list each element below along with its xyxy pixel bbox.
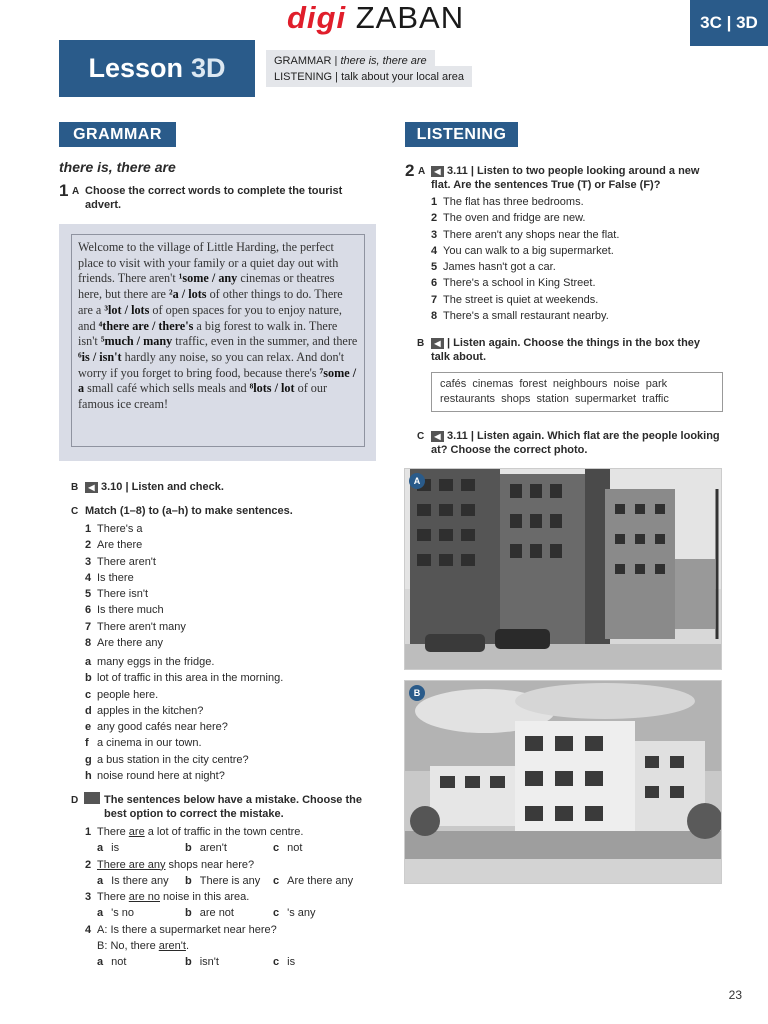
- exercise-1c-letter: C: [71, 506, 79, 517]
- tourist-advert-text: [71, 234, 365, 447]
- advert-text-segment: of other things to do. There are a: [78, 287, 343, 317]
- lesson-word: Lesson: [88, 53, 183, 83]
- exercise-1b-letter: B: [71, 482, 79, 493]
- sentence-ending-number: f: [85, 737, 89, 750]
- answer-option[interactable]: [273, 840, 361, 856]
- photo-b-tag: B: [409, 685, 425, 701]
- option-letter: b: [185, 907, 192, 920]
- subtitle-grammar-label: GRAMMAR: [274, 54, 332, 67]
- sentence-start-text: There aren't: [97, 555, 156, 568]
- correction-item-number: 1: [85, 826, 92, 838]
- answer-choice[interactable]: ⁵much / many: [100, 334, 173, 349]
- true-false-statement-number: 7: [431, 293, 438, 306]
- exercise-2b-text: | Listen again. Choose the things in the box they talk about.: [431, 337, 701, 363]
- underlined-mistake: are no: [128, 891, 160, 904]
- sentence-start-row: [85, 602, 365, 618]
- option-text: is: [287, 956, 296, 969]
- audio-icon[interactable]: ◀: [431, 166, 444, 177]
- sentence-start-row: [85, 586, 365, 602]
- sentence-ending-row: [85, 719, 365, 735]
- true-false-statement-text: The oven and fridge are new.: [443, 212, 586, 225]
- unit-corner-label: 3C | 3D: [690, 0, 768, 46]
- sentence-ending-row: [85, 735, 365, 751]
- exercise-1c-instruction: Match (1–8) to (a–h) to make sentences.: [85, 505, 293, 517]
- sentence-part: There: [97, 826, 129, 838]
- correction-item-line-2: [85, 938, 375, 954]
- true-false-statement-number: 4: [431, 244, 438, 257]
- option-letter: c: [273, 874, 280, 887]
- sentence-start-row: [85, 537, 365, 553]
- sentence-ending-number: g: [85, 753, 92, 766]
- sentence-part: A: Is there a supermarket near here?: [97, 923, 277, 936]
- sentence-start-text: Are there any: [97, 637, 164, 650]
- lesson-title: [59, 40, 255, 97]
- exercise-2c-instruction: [431, 429, 721, 457]
- separator: |: [335, 70, 338, 83]
- option-letter: c: [273, 842, 280, 855]
- sentence-ending-text: any good cafés near here?: [97, 721, 228, 734]
- sentence-part: .: [185, 940, 190, 953]
- sentence-start-number: 7: [85, 620, 92, 633]
- option-letter: b: [185, 874, 192, 887]
- answer-choice[interactable]: ³lot / lots: [104, 302, 150, 317]
- answer-choice[interactable]: ²a / lots: [169, 287, 207, 302]
- answer-choice[interactable]: ⁴there are / there's: [98, 318, 194, 333]
- exercise-2a-instruction: [431, 164, 721, 192]
- sentence-ending-text: apples in the kitchen?: [97, 704, 204, 717]
- sentence-ending-row: [85, 703, 365, 719]
- exercise-2a-letter: A: [418, 166, 426, 177]
- word-box: [431, 372, 723, 412]
- sentence-start-number: 3: [85, 555, 92, 568]
- true-false-statement-row: [431, 227, 721, 243]
- option-letter: b: [185, 956, 192, 969]
- exercise-1d-instruction: The sentences below have a mistake. Choose the best option to correct the mistake.: [104, 794, 362, 820]
- sentence-start-row: [85, 570, 365, 586]
- option-letter: b: [185, 842, 192, 855]
- answer-choice[interactable]: ⁶is / isn't: [78, 349, 122, 364]
- true-false-statement-number: 1: [431, 196, 438, 208]
- exercise-1-number: 1: [59, 181, 69, 200]
- underlined-mistake: are: [128, 826, 145, 838]
- option-text: aren't: [199, 842, 227, 855]
- answer-option[interactable]: [97, 954, 185, 970]
- subtitle-listening: [266, 66, 472, 87]
- sentence-ending-text: many eggs in the fridge.: [97, 656, 215, 668]
- advert-text-segment: cinemas or theatres here, but there are: [78, 271, 335, 302]
- exercise-2c-text: | Listen again. Which flat are the people looking at? Choose the correct photo.: [431, 430, 720, 456]
- sentence-start-number: 2: [85, 539, 92, 552]
- advert-text-segment: traffic, even in the summer, and there: [172, 334, 358, 349]
- true-false-statement-row: [431, 210, 721, 226]
- sentence-start-text: There aren't many: [97, 620, 186, 633]
- correction-item-sentence: [97, 922, 277, 938]
- sentence-start-row: [85, 521, 365, 537]
- sentence-start-text: There's a: [97, 523, 143, 535]
- exercise-1b-instruction: [85, 480, 224, 494]
- answer-option[interactable]: [185, 905, 273, 921]
- photo-a-tag: A: [409, 473, 425, 489]
- option-text: isn't: [199, 956, 219, 969]
- sentence-ending-number: d: [85, 704, 92, 717]
- option-text: 's no: [111, 907, 135, 920]
- option-text: Are there any: [287, 874, 354, 887]
- option-letter: a: [97, 842, 104, 855]
- true-false-statement-number: 8: [431, 310, 438, 323]
- option-text: not: [111, 956, 127, 969]
- answer-option[interactable]: [97, 873, 185, 889]
- exercise-2b-instruction: [431, 336, 721, 364]
- advert-text-segment: a big forest to walk in. There isn't: [78, 318, 338, 349]
- answer-option[interactable]: [97, 840, 185, 856]
- sentence-ending-row: [85, 670, 365, 686]
- sentence-start-text: There isn't: [97, 588, 149, 601]
- answer-option[interactable]: [273, 873, 361, 889]
- exercise-1c-items: [85, 521, 365, 651]
- underlined-mistake: aren't: [158, 940, 186, 953]
- sentence-ending-text: lot of traffic in this area in the morning.: [97, 672, 284, 685]
- correction-item-sentence: [97, 824, 303, 840]
- true-false-statement-text: The flat has three bedrooms.: [443, 196, 584, 208]
- exercise-2b-letter: B: [417, 338, 425, 349]
- true-false-statement-row: [431, 292, 721, 308]
- advert-text-segment: hardly any noise, so you can relax. And don't worry if you forget to bring food, because there's: [78, 349, 345, 380]
- true-false-statement-row: [431, 308, 721, 324]
- true-false-statement-number: 5: [431, 261, 438, 274]
- answer-option[interactable]: [185, 840, 273, 856]
- true-false-statement-row: [431, 259, 721, 275]
- brand-digi: digi: [287, 0, 347, 35]
- true-false-statement-number: 3: [431, 228, 438, 241]
- word-box-line-1: cafés cinemas forest neighbours noise park: [440, 378, 668, 390]
- options-row: [85, 905, 375, 921]
- option-letter: a: [97, 874, 104, 887]
- option-letter: c: [273, 956, 280, 969]
- correction-item-number: 2: [85, 858, 92, 871]
- exercise-2c-letter: C: [417, 431, 425, 442]
- photo-a[interactable]: [404, 468, 722, 670]
- exercise-2a-items: [431, 194, 721, 324]
- correction-item: [85, 824, 375, 840]
- true-false-statement-row: [431, 243, 721, 259]
- brand-logo: [287, 0, 464, 36]
- sentence-ending-number: h: [85, 770, 92, 783]
- exercise-1a-letter: A: [72, 186, 80, 197]
- sentence-ending-number: b: [85, 672, 92, 685]
- options-row: [85, 873, 375, 889]
- option-letter: a: [97, 907, 104, 920]
- true-false-statement-row: [431, 275, 721, 291]
- answer-choice[interactable]: ⁸lots / lot: [249, 381, 295, 396]
- underlined-mistake: There are any: [97, 858, 166, 871]
- advert-text-segment: of our famous ice cream!: [78, 381, 328, 412]
- option-letter: a: [97, 956, 104, 969]
- lesson-number: 3D: [191, 53, 226, 83]
- track-number: 3.11: [447, 165, 468, 177]
- track-number: 3.10: [101, 481, 123, 493]
- word-box-line-2: restaurants shops station supermarket traffic: [440, 393, 669, 405]
- option-text: not: [287, 842, 303, 855]
- answer-option[interactable]: [185, 873, 273, 889]
- sentence-start-number: 4: [85, 571, 92, 584]
- correction-item: [85, 857, 375, 873]
- sentence-ending-row: [85, 687, 365, 703]
- sentence-ending-row: [85, 752, 365, 768]
- correction-item-sentence: [97, 889, 249, 905]
- true-false-statement-text: There's a school in King Street.: [443, 277, 596, 290]
- brand-zaban: ZABAN: [355, 0, 465, 35]
- option-text: There is any: [199, 874, 261, 887]
- audio-icon[interactable]: ◀: [431, 338, 444, 349]
- photo-a-image: [405, 469, 721, 669]
- sentence-part: a lot of traffic in the town centre.: [144, 826, 304, 838]
- subtitle-listening-label: LISTENING: [274, 70, 333, 83]
- sentence-ending-number: a: [85, 656, 92, 668]
- exercise-2a-text: | Listen to two people looking around a new flat. Are the sentences True (T) or False (F)?: [431, 165, 700, 191]
- sentence-start-text: Are there: [97, 539, 143, 552]
- subtitle-listening-topic: talk about your local area: [341, 70, 464, 83]
- exercise-1d-items: [85, 824, 375, 971]
- sentence-start-row: [85, 554, 365, 570]
- sentence-ending-text: a cinema in our town.: [97, 737, 202, 750]
- option-letter: c: [273, 907, 280, 920]
- separator: |: [334, 54, 338, 67]
- true-false-statement-row: [431, 194, 721, 210]
- sentence-ending-number: e: [85, 721, 92, 734]
- option-text: 's any: [287, 907, 316, 920]
- answer-option[interactable]: [97, 905, 185, 921]
- sentence-ending-text: a bus station in the city centre?: [97, 753, 249, 766]
- grammar-title: there is, there are: [59, 159, 176, 175]
- sentence-part: noise in this area.: [160, 891, 250, 904]
- sentence-ending-text: noise round here at night?: [97, 770, 225, 783]
- grammar-section-header: GRAMMAR: [59, 122, 176, 147]
- true-false-statement-text: There's a small restaurant nearby.: [443, 310, 609, 323]
- sentence-part: B: No, there: [97, 940, 159, 953]
- sentence-part: shops near here?: [165, 858, 255, 871]
- exercise-1b-text: | Listen and check.: [125, 481, 224, 493]
- option-text: is: [111, 842, 120, 855]
- tourist-advert-box: [59, 224, 376, 461]
- correction-item-sentence: [97, 857, 254, 873]
- exercise-2-number: 2: [405, 161, 415, 180]
- subtitle-grammar-topic: there is, there are: [340, 54, 427, 67]
- true-false-statement-text: You can walk to a big supermarket.: [443, 244, 614, 257]
- sentence-start-number: 5: [85, 588, 92, 601]
- correction-item-number: 4: [85, 923, 92, 936]
- correction-item: [85, 922, 375, 938]
- correction-item-number: 3: [85, 891, 92, 904]
- true-false-statement-text: There aren't any shops near the flat.: [443, 228, 620, 241]
- advert-text-segment: small café which sells meals and: [84, 381, 250, 396]
- writing-icon: [84, 792, 100, 804]
- true-false-statement-number: 6: [431, 277, 438, 290]
- sentence-start-number: 8: [85, 637, 92, 650]
- audio-icon[interactable]: ◀: [431, 431, 444, 442]
- true-false-statement-text: The street is quiet at weekends.: [443, 293, 599, 306]
- sentence-start-row: [85, 619, 365, 635]
- audio-icon[interactable]: ◀: [85, 482, 98, 493]
- sentence-start-text: Is there: [97, 571, 134, 584]
- answer-option[interactable]: [273, 905, 361, 921]
- options-row: [85, 840, 375, 856]
- answer-choice[interactable]: ¹some / any: [178, 271, 238, 286]
- advert-text-segment: of open spaces for you to enjoy nature, and: [78, 302, 342, 333]
- exercise-1c-endings: [85, 654, 365, 784]
- photo-b[interactable]: [404, 680, 722, 884]
- answer-option[interactable]: [273, 954, 361, 970]
- answer-choice[interactable]: ⁷some / a: [78, 365, 357, 396]
- sentence-start-number: 1: [85, 523, 92, 535]
- exercise-1a-instruction: Choose the correct words to complete the tourist advert.: [85, 185, 343, 211]
- advert-text-segment: Welcome to the village of Little Harding, the perfect place to visit with your family or a quiet day out with friends. There aren't: [78, 240, 339, 286]
- option-text: are not: [199, 907, 234, 920]
- sentence-start-number: 6: [85, 604, 92, 617]
- correction-item: [85, 889, 375, 905]
- sentence-start-text: Is there much: [97, 604, 164, 617]
- sentence-start-row: [85, 635, 365, 651]
- photo-b-image: [405, 681, 721, 883]
- sentence-part: There: [97, 891, 129, 904]
- answer-option[interactable]: [185, 954, 273, 970]
- sentence-ending-row: [85, 654, 365, 670]
- sentence-ending-text: people here.: [97, 688, 159, 701]
- true-false-statement-text: James hasn't got a car.: [443, 261, 556, 274]
- exercise-1d-letter: D: [71, 795, 79, 806]
- listening-section-header: LISTENING: [405, 122, 518, 147]
- option-text: Is there any: [111, 874, 169, 887]
- track-number: 3.11: [447, 430, 468, 442]
- sentence-ending-number: c: [85, 688, 92, 701]
- options-row: [85, 954, 375, 970]
- sentence-ending-row: [85, 768, 365, 784]
- page-number: 23: [728, 988, 742, 1002]
- true-false-statement-number: 2: [431, 212, 438, 225]
